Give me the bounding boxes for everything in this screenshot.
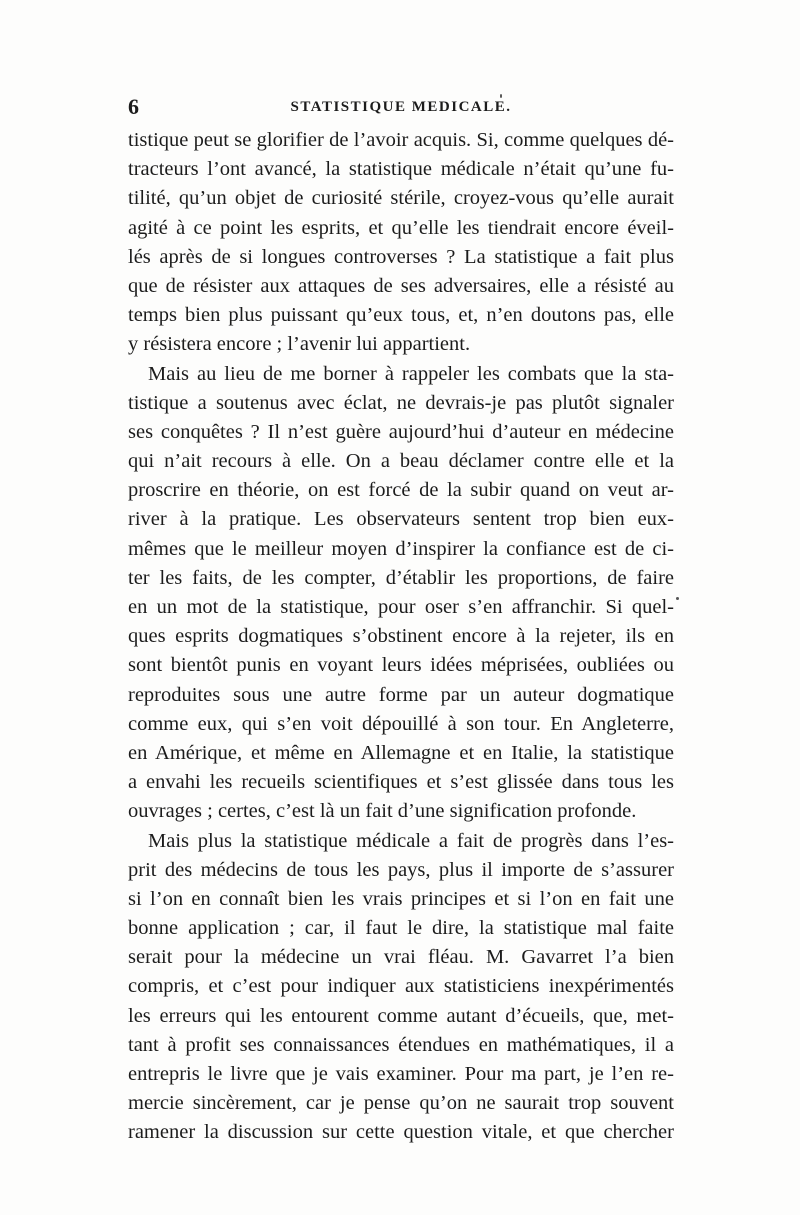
text-line: compris, et c’est pour indiquer aux statisticiens inexpérimentés bbox=[128, 975, 674, 998]
text-line: si l’on en connaît bien les vrais principes et si l’on en fait une bbox=[128, 887, 674, 910]
text-line: lés après de si longues controverses ? La statistique a fait plus bbox=[128, 245, 674, 268]
text-line: tistique peut se glorifier de l’avoir acquis. Si, comme quelques dé- bbox=[128, 129, 674, 151]
text-line: reproduites sous une autre forme par un auteur dogmatique bbox=[128, 683, 674, 706]
text-line: temps bien plus puissant qu’eux tous, et, n’en doutons pas, elle bbox=[128, 304, 674, 327]
paragraph bbox=[128, 360, 674, 827]
text-line: agité à ce point les esprits, et qu’elle les tiendrait encore éveil- bbox=[128, 216, 674, 239]
text-line: que de résister aux attaques de ses adversaires, elle a résisté au bbox=[128, 274, 674, 297]
text-line: prit des médecins de tous les pays, plus il importe de s’assurer bbox=[128, 858, 674, 881]
text-line: serait pour la médecine un vrai fléau. M. Gavarret l’a bien bbox=[128, 946, 674, 969]
paragraph bbox=[128, 126, 674, 360]
running-title: STATISTIQUE MEDICALE. bbox=[290, 99, 512, 115]
text-line: comme eux, qui s’en voit dépouillé à son tour. En Angleterre, bbox=[128, 712, 674, 735]
text-line: mercie sincèrement, car je pense qu’on ne saurait trop souvent bbox=[128, 1092, 674, 1115]
text-line: bonne application ; car, il faut le dire, la statistique mal faite bbox=[128, 917, 674, 940]
text-line: ques esprits dogmatiques s’obstinent encore à la rejeter, ils en bbox=[128, 625, 674, 648]
text-line: tilité, qu’un objet de curiosité stérile, croyez-vous qu’elle aurait bbox=[128, 187, 674, 210]
text-line: Mais plus la statistique médicale a fait de progrès dans l’es- bbox=[148, 829, 674, 852]
text-line: ses conquêtes ? Il n’est guère aujourd’hui d’auteur en médecine bbox=[128, 420, 674, 443]
text-line: mêmes que le meilleur moyen d’inspirer la confiance est de ci- bbox=[128, 537, 674, 560]
text-line: proscrire en théorie, on est forcé de la subir quand on veut ar- bbox=[128, 479, 674, 502]
text-line: y résistera encore ; l’avenir lui appartient. bbox=[128, 333, 471, 356]
text-line: en un mot de la statistique, pour oser s’en affranchir. Si quel- bbox=[128, 596, 674, 618]
text-line: en Amérique, et même en Allemagne et en Italie, la statistique bbox=[128, 741, 674, 764]
text-line: tistique a soutenus avec éclat, ne devrais-je pas plutôt signaler bbox=[128, 391, 674, 414]
text-line: sont bientôt punis en voyant leurs idées méprisées, oubliées ou bbox=[128, 654, 674, 677]
text-line: les erreurs qui les entourent comme autant d’écueils, que, met- bbox=[128, 1004, 674, 1027]
text-line: river à la pratique. Les observateurs sentent trop bien eux- bbox=[128, 508, 674, 531]
print-speck bbox=[500, 94, 502, 98]
text-line: a envahi les recueils scientifiques et s’est glissée dans tous les bbox=[128, 771, 674, 794]
body-text bbox=[128, 126, 674, 1148]
text-line: ter les faits, de les compter, d’établir les proportions, de faire bbox=[128, 566, 674, 589]
text-line: tracteurs l’ont avancé, la statistique médicale n’était qu’une fu- bbox=[128, 158, 674, 181]
text-line: ramener la discussion sur cette question vitale, et que chercher bbox=[128, 1121, 674, 1144]
text-line: tant à profit ses connaissances étendues en mathématiques, il a bbox=[128, 1033, 674, 1056]
paragraph bbox=[128, 827, 674, 1148]
text-line: ouvrages ; certes, c’est là un fait d’une signification profonde. bbox=[128, 800, 637, 823]
text-line: entrepris le livre que je vais examiner. Pour ma part, je l’en re- bbox=[128, 1063, 674, 1085]
print-speck bbox=[676, 597, 679, 600]
page-number: 6 bbox=[128, 94, 139, 119]
text-line: qui n’ait recours à elle. On a beau déclamer contre elle et la bbox=[128, 450, 674, 473]
text-line: Mais au lieu de me borner à rappeler les combats que la sta- bbox=[148, 362, 674, 385]
page-header bbox=[128, 94, 674, 120]
